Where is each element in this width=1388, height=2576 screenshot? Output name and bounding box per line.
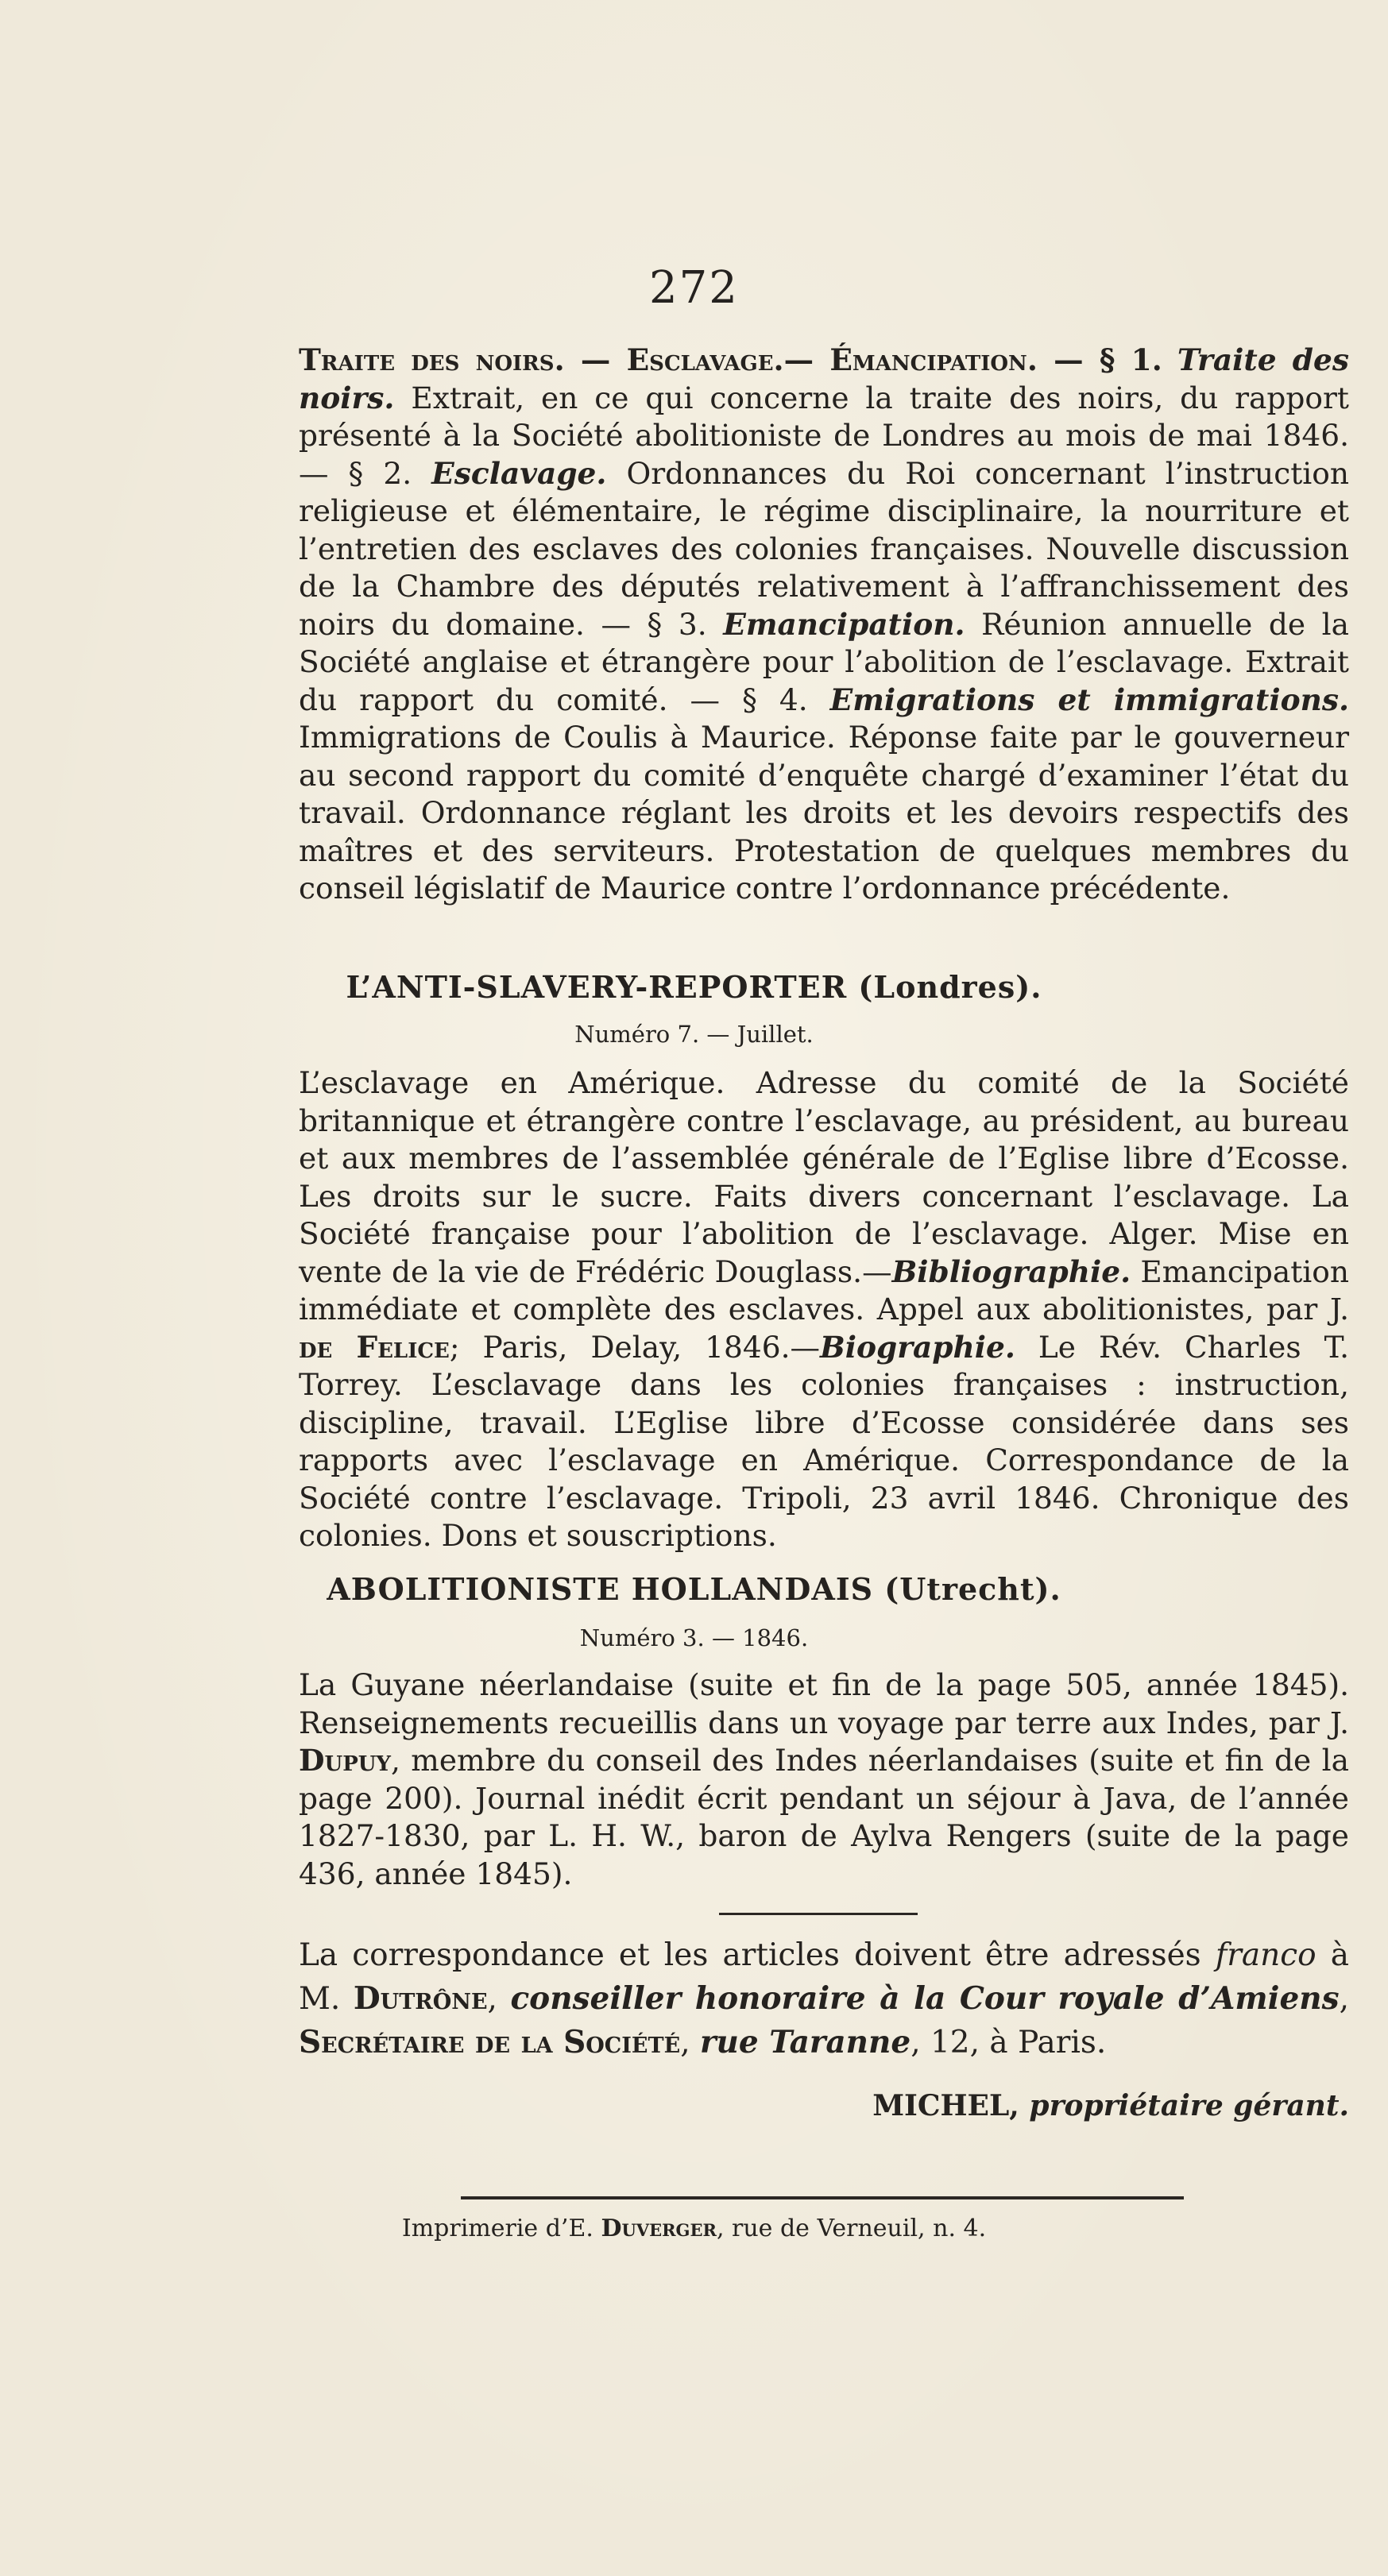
summary-italic-2: Esclavage. bbox=[431, 455, 607, 491]
summary-italic-4: Emigrations et immigrations. bbox=[829, 682, 1350, 717]
printer-line bbox=[0, 2215, 1388, 2242]
section1-text-2: Emancipation immédiate et complète des esclaves. Appel aux abolitionistes, par J. bbox=[299, 1253, 1350, 1327]
closing-italic-3: rue Taranne bbox=[700, 2024, 911, 2060]
closing-comma-2: , bbox=[1339, 1981, 1349, 2017]
section2-text-1: La Guyane néerlandaise (suite et fin de la page 505, année 1845). Renseignements recueillis dans un voyage par terre aux Indes, par J. bbox=[299, 1667, 1349, 1740]
closing-italic-2: conseiller honoraire à la Cour royale d’Amiens bbox=[510, 1980, 1340, 2017]
section2-subtitle: Numéro 3. — 1846. bbox=[579, 1624, 809, 1651]
section1-text-4: Le Rév. Charles T. Torrey. L’esclavage dans les colonies françaises : instruction, discipline, travail. L’Eglise libre d’Ecosse considérée dans ses rapports avec l’esclavage en Amérique. Correspondance de la Société contre l’esclavage. Tripoli, 23 avril 1846. Chronique des colonies. Dons et souscriptions. bbox=[299, 1329, 1349, 1553]
summary-text-2: Ordonnances du Roi concernant l’instruction religieuse et élémentaire, le régime disciplinaire, la nourriture et l’entretien des esclaves des colonies françaises. Nouvelle discussion de la Chambre des députés relativement à l’affranchissement des noirs du domaine. — § 3. bbox=[299, 455, 1349, 642]
signature-name: MICHEL, bbox=[872, 2089, 1019, 2122]
section1-subtitle: Numéro 7. — Juillet. bbox=[574, 1021, 814, 1048]
summary-paragraph bbox=[299, 342, 1349, 908]
section1-author: de Felice bbox=[299, 1329, 450, 1365]
summary-text-3: Réunion annuelle de la Société anglaise et étrangère pour l’abolition de l’esclavage. Extrait du rapport du comité. — § 4. bbox=[299, 606, 1350, 717]
section1-text-3: ; Paris, Delay, 1846.— bbox=[449, 1329, 821, 1365]
footer-rule bbox=[461, 2196, 1184, 2199]
summary-text-4: Immigrations de Coulis à Maurice. Réponse faite par le gouverneur au second rapport du comité d’enquête chargé d’examiner l’état du travail. Ordonnance réglant les droits et les devoirs respectifs des maîtres et des serviteurs. Protestation de quelques membres du conseil législatif de Maurice contre l’ordonnance précédente. bbox=[299, 720, 1349, 906]
section1-italic-2: Biographie. bbox=[820, 1329, 1015, 1365]
section2-author: Dupuy bbox=[299, 1743, 391, 1778]
section1-title: L’ANTI-SLAVERY-REPORTER (Londres). bbox=[346, 969, 1042, 1005]
closing-comma-1: , bbox=[487, 1981, 497, 2017]
closing-text-2: à M. bbox=[299, 1937, 1349, 2017]
separator-rule bbox=[719, 1913, 918, 1915]
signature-role: propriétaire gérant. bbox=[1029, 2089, 1349, 2122]
section1-paragraph bbox=[299, 1064, 1349, 1555]
closing-comma-3: , bbox=[680, 2025, 690, 2060]
closing-text-1: La correspondance et les articles doivent être adressés bbox=[299, 1937, 1201, 1973]
section2-text-2: , membre du conseil des Indes néerlandaises (suite et fin de la page 200). Journal inédit écrit pendant un séjour à Java, de l’année 1827-1830, par L. H. W., baron de Aylva Rengers (suite de la page 436, année 1845). bbox=[299, 1743, 1349, 1891]
printer-text-2: , rue de Verneuil, n. 4. bbox=[716, 2215, 987, 2242]
closing-paragraph bbox=[299, 1934, 1349, 2064]
closing-secretary: Secrétaire de la Société bbox=[299, 2024, 681, 2060]
printer-text-1: Imprimerie d’E. bbox=[401, 2215, 593, 2242]
closing-italic-1: franco bbox=[1215, 1937, 1316, 1973]
summary-text-1: Extrait, en ce qui concerne la traite des noirs, du rapport présenté à la Société abolitioniste de Londres au mois de mai 1846.— § 2. bbox=[299, 380, 1349, 491]
section2-title: ABOLITIONISTE HOLLANDAIS (Utrecht). bbox=[327, 1571, 1061, 1607]
closing-text-3: , 12, à Paris. bbox=[911, 2025, 1107, 2060]
section2-paragraph bbox=[299, 1666, 1349, 1893]
summary-heading: Traite des noirs. — Esclavage.— Émancipation. — § 1. bbox=[299, 342, 1162, 377]
page-number: 272 bbox=[649, 262, 739, 314]
summary-italic-1: Traite des noirs. bbox=[299, 342, 1350, 415]
section1-italic-1: Bibliographie. bbox=[891, 1253, 1131, 1289]
summary-italic-3: Emancipation. bbox=[723, 606, 965, 642]
signature bbox=[299, 2089, 1349, 2122]
section1-text-1: L’esclavage en Amérique. Adresse du comité de la Société britannique et étrangère contre l’esclavage, au président, au bureau et aux membres de l’assemblée générale de l’Eglise libre d’Ecosse. Les droits sur le sucre. Faits divers concernant l’esclavage. La Société française pour l’abolition de l’esclavage. Alger. Mise en vente de la vie de Frédéric Douglass.— bbox=[299, 1065, 1349, 1289]
printer-name: Duverger bbox=[601, 2215, 717, 2242]
closing-name: Dutrône bbox=[353, 1980, 488, 2017]
